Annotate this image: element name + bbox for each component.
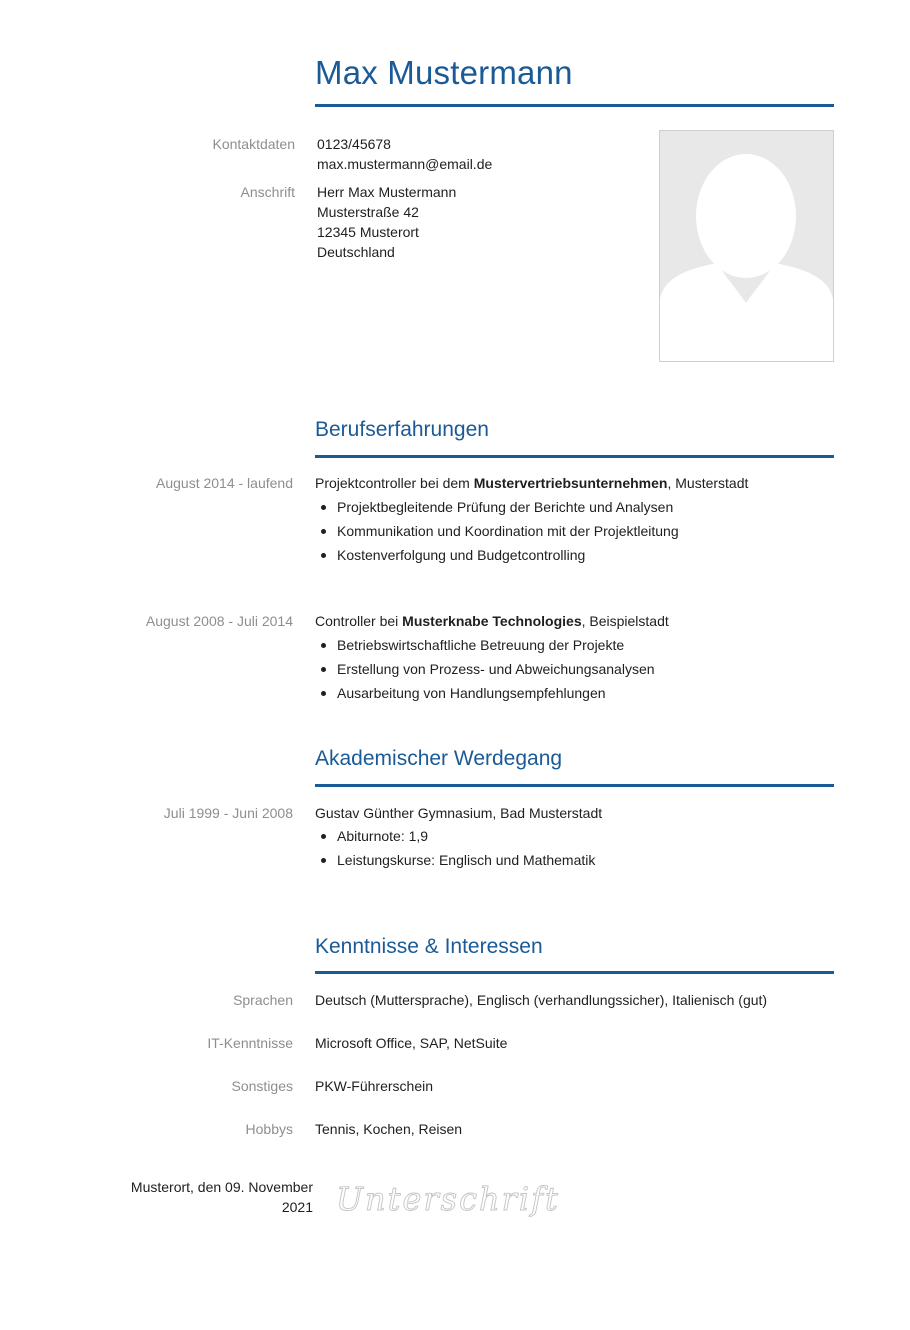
education-period: Juli 1999 - Juni 2008 [163,805,293,821]
skill-label: Sonstiges [231,1078,293,1094]
job-period: August 2008 - Juli 2014 [145,613,293,629]
job-task-list [315,633,655,705]
person-silhouette-icon [660,131,833,361]
title-divider [315,104,834,107]
education-school: Gustav Günther Gymnasium, Bad Musterstadt [315,805,603,821]
skill-label: IT-Kenntnisse [207,1035,293,1051]
section-title-experience: Berufserfahrungen [315,418,489,441]
contact-details [317,134,492,174]
list-item: Kommunikation und Koordination mit der Projektleitung [315,519,679,543]
profile-photo-placeholder [659,130,834,362]
page-title: Max Mustermann [315,54,573,91]
address-line: Musterstraße 42 [317,204,419,220]
job-heading [315,473,748,493]
list-item: Kostenverfolgung und Budgetcontrolling [315,543,679,567]
skill-value: Deutsch (Muttersprache), Englisch (verhandlungssicher), Italienisch (gut) [315,992,768,1008]
contact-label: Kontaktdaten [212,136,295,152]
section-title-education: Akademischer Werdegang [315,747,563,770]
section-divider [315,971,834,974]
job-company: Musterknabe Technologies [402,613,582,629]
skill-value: Tennis, Kochen, Reisen [315,1121,463,1137]
section-divider [315,455,834,458]
job-heading [315,611,669,631]
signature-text: Unterschrift [336,1180,560,1218]
postal-address [317,182,456,262]
list-item: Projektbegleitende Prüfung der Berichte und Analysen [315,495,679,519]
section-divider [315,784,834,787]
list-item: Leistungskurse: Englisch und Mathematik [315,848,595,872]
skill-value: Microsoft Office, SAP, NetSuite [315,1035,508,1051]
place-and-date: Musterort, den 09. November 2021 [130,1179,313,1215]
skill-label: Sprachen [233,992,293,1008]
job-location: , Musterstadt [667,475,749,491]
job-location: , Beispielstadt [581,613,669,629]
skill-value: PKW-Führerschein [315,1078,434,1094]
address-line: Herr Max Mustermann [317,184,457,200]
signature [334,1174,574,1224]
section-title-skills: Kenntnisse & Interessen [315,935,543,958]
address-label: Anschrift [240,184,295,200]
phone-number: 0123/45678 [317,136,391,152]
education-detail-list [315,824,595,872]
email-address: max.mustermann@email.de [317,156,493,172]
skill-label: Hobbys [245,1121,293,1137]
address-line: 12345 Musterort [317,224,419,240]
address-line: Deutschland [317,244,395,260]
list-item: Abiturnote: 1,9 [315,824,595,848]
job-role: Projektcontroller bei dem [315,475,474,491]
list-item: Betriebswirtschaftliche Betreuung der Projekte [315,633,655,657]
list-item: Ausarbeitung von Handlungsempfehlungen [315,681,655,705]
job-company: Mustervertriebsunternehmen [473,475,668,491]
list-item: Erstellung von Prozess- und Abweichungsanalysen [315,657,655,681]
job-role: Controller bei [315,613,403,629]
job-task-list [315,495,679,567]
job-period: August 2014 - laufend [156,475,293,491]
